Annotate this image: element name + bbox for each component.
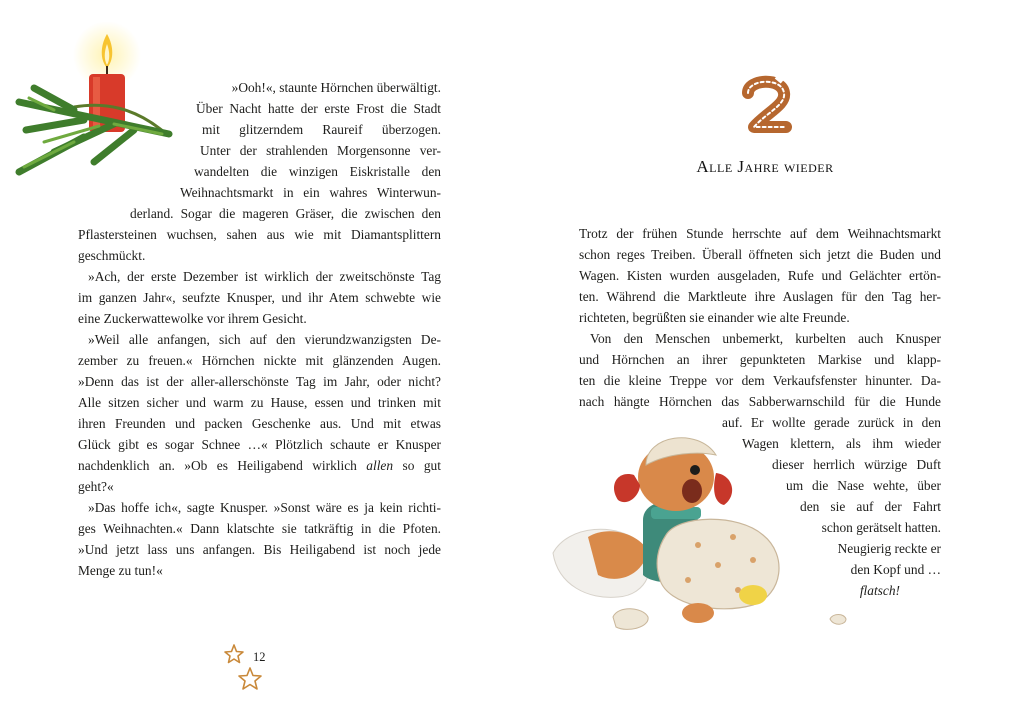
- body-line: geschmückt.: [78, 248, 146, 263]
- body-line-text: nachdenklich an. »Ob es Heiligabend wirklich: [78, 458, 357, 473]
- body-line: Pflastersteinen wuchsen, sahen aus wie mit Diamantsplittern: [78, 227, 441, 242]
- body-line: schon reges Treiben. Überall öffneten sich jetzt die Buden und: [579, 247, 941, 262]
- body-line-text: so gut: [402, 458, 441, 473]
- body-line: derland. Sogar die mageren Gräser, die zwischen den: [130, 206, 441, 221]
- body-line: Von den Menschen unbemerkt, kurbelten auch Knusper: [590, 331, 941, 346]
- body-line: im ganzen Jahr«, seufzte Knusper, und ihr Atem schwebte wie: [78, 290, 441, 305]
- body-line: schon gerätselt hatten.: [821, 520, 941, 535]
- squirrel-with-dough-illustration: [548, 425, 858, 650]
- body-line: den sie auf der Fahrt: [800, 499, 941, 514]
- body-line: Weihnachtsmarkt in ein wahres Winterwun-: [180, 185, 441, 200]
- body-line: »Und jetzt lass uns anfangen. Bis Heiligabend ist noch jede: [78, 542, 441, 557]
- body-line: ges Weihnachten.« Dann klatschte sie tatkräftig in die Pfoten.: [78, 521, 441, 536]
- body-line: Unter der strahlenden Morgensonne ver-: [200, 143, 441, 158]
- right-page: [510, 0, 1020, 720]
- body-line: ihren Freunden und packen Geschenke aus. Und mit etwas: [78, 416, 441, 431]
- body-line: auf. Er wollte gerade zurück in den: [722, 415, 941, 430]
- body-line: Glück gibt es sogar Schnee …« Plötzlich schaute er Knusper: [78, 437, 441, 452]
- body-line: »Ooh!«, staunte Hörnchen überwältigt.: [231, 80, 441, 95]
- advent-candle-illustration: [14, 22, 184, 202]
- body-line: mit glitzerndem Raureif überzogen.: [202, 122, 441, 137]
- body-line: Menge zu tun!«: [78, 563, 163, 578]
- body-line: nach hängte Hörnchen das Sabberwarnschild für die Hunde: [579, 394, 941, 409]
- body-line: Neugierig reckte er: [837, 541, 941, 556]
- body-line: »Das hoffe ich«, sagte Knusper. »Sonst wäre es ja kein richti-: [88, 500, 441, 515]
- body-line: »Ach, der erste Dezember ist wirklich der zweitschönste Tag: [88, 269, 441, 284]
- body-line: Über Nacht hatte der erste Frost die Stadt: [196, 101, 441, 116]
- body-line: ten. Während die Marktleute ihre Auslagen für den Tag her-: [579, 289, 941, 304]
- body-line: Alle sitzen sicher und warm zu Hause, essen und trinken mit: [78, 395, 441, 410]
- body-line: Trotz der frühen Stunde herrschte auf dem Weihnachtsmarkt: [579, 226, 941, 241]
- body-line: Wagen klettern, als ihm wieder: [742, 436, 941, 451]
- body-line: um die Nase wehte, über: [786, 478, 941, 493]
- body-line: »Weil alle anfangen, sich auf den vierundzwanzigsten De-: [88, 332, 441, 347]
- page-number: 12: [253, 650, 266, 664]
- body-line: ten die kleine Treppe vor dem Verkaufsfenster hinunter. Da-: [579, 373, 941, 388]
- body-line: richteten, begrüßten sie einander wie alte Freunde.: [579, 310, 850, 325]
- body-line: geht?«: [78, 479, 114, 494]
- body-line: »Denn das ist der aller-allerschönste Tag im Jahr, oder nicht?: [78, 374, 441, 389]
- gingerbread-number-two-icon: [738, 73, 794, 139]
- chapter-title: Alle Jahre wieder: [696, 157, 834, 176]
- body-line: den Kopf und …: [850, 562, 941, 577]
- body-line: wandelten die winzigen Eiskristalle den: [194, 164, 441, 179]
- emphasized-word: allen: [366, 458, 394, 473]
- body-line: eine Zuckerwattewolke vor ihrem Gesicht.: [78, 311, 307, 326]
- body-line: und Hörnchen an ihrer gepunkteten Markise und klapp-: [579, 352, 941, 367]
- body-line: zember zu freuen.« Hörnchen nickte mit glänzenden Augen.: [78, 353, 441, 368]
- body-line: dieser herrlich würzige Duft: [772, 457, 941, 472]
- exclamation-line: flatsch!: [859, 583, 900, 598]
- body-line: Wagen. Kisten wurden ausgeladen, Rufe und Gelächter ertön-: [579, 268, 941, 283]
- body-line: [78, 455, 441, 476]
